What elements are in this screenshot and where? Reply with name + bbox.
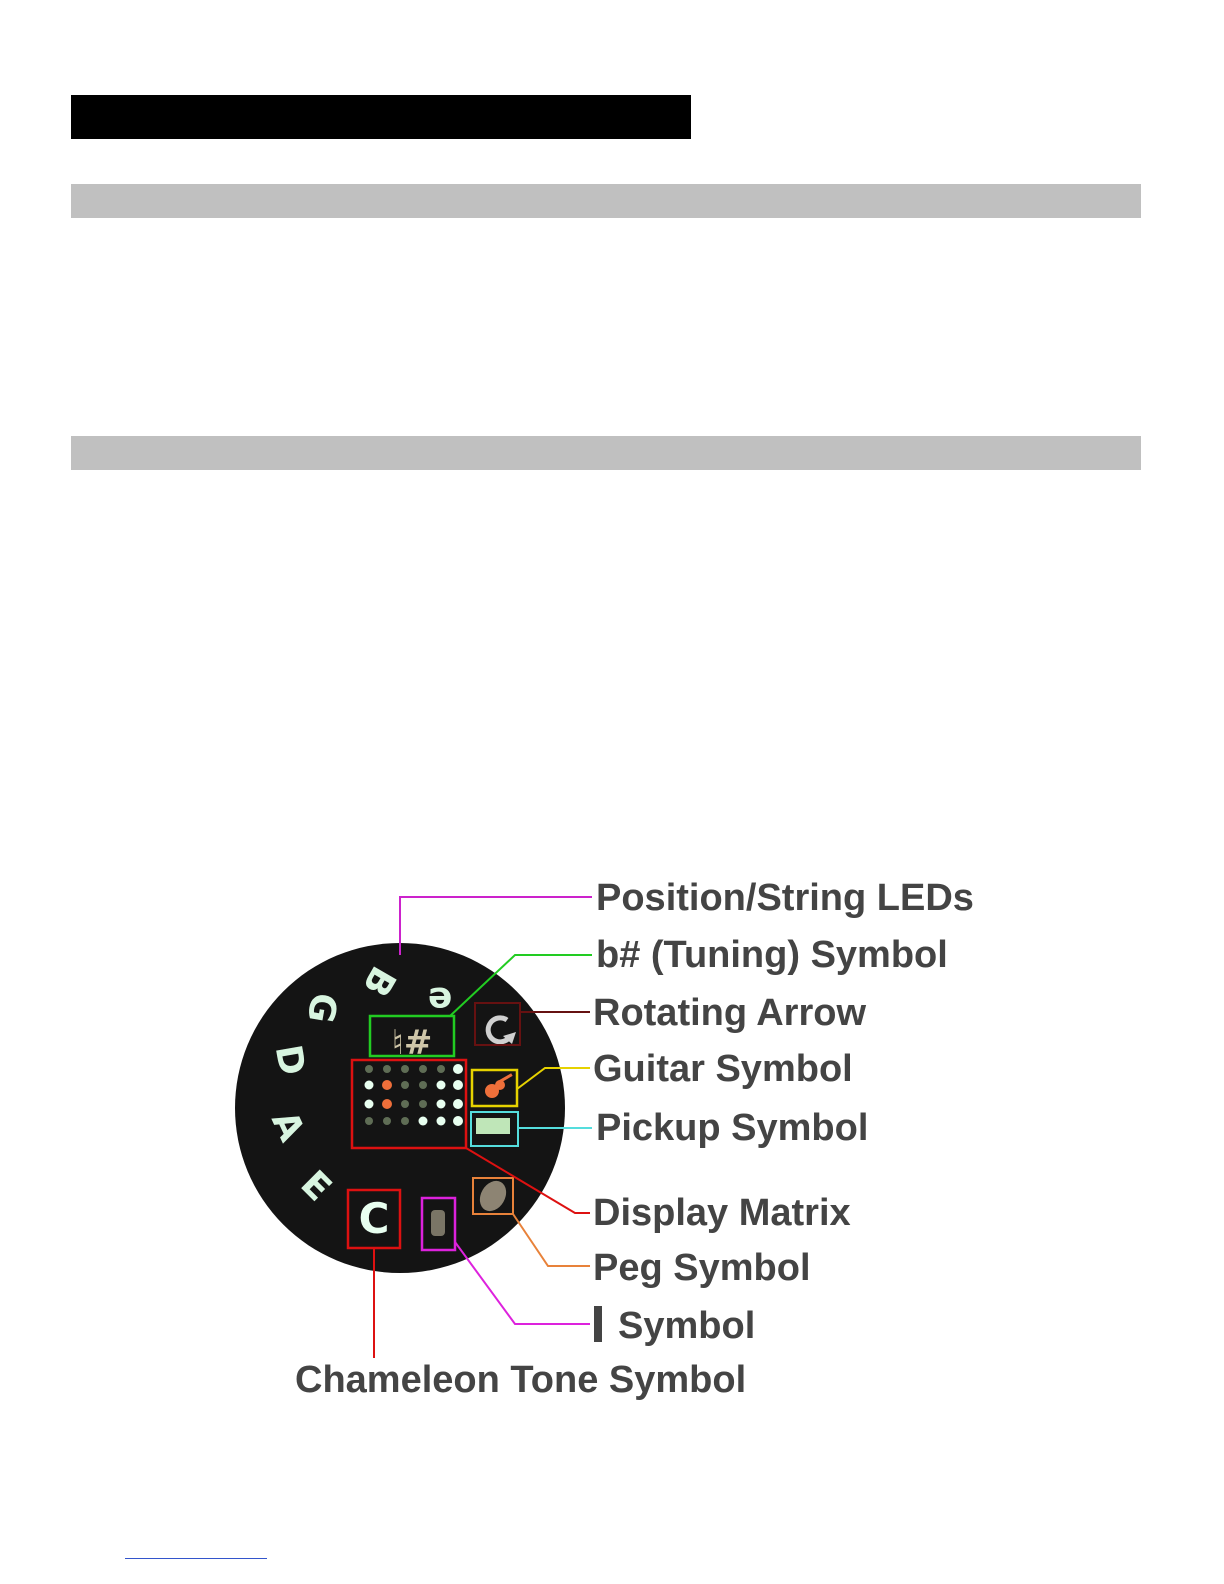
dial-string-letter: D (266, 1041, 313, 1079)
label-peg-symbol: Peg Symbol (593, 1247, 811, 1289)
footnote-separator (125, 1558, 267, 1559)
section-header-bar (71, 184, 1141, 218)
section-header-bar (71, 436, 1141, 470)
tuning-symbol-glyphs: ♮# (391, 1023, 433, 1063)
label-guitar-symbol: Guitar Symbol (593, 1048, 853, 1090)
bar-symbol-icon (431, 1210, 445, 1236)
label-tuning-symbol: b# (Tuning) Symbol (596, 934, 948, 976)
label-chameleon-symbol: Chameleon Tone Symbol (295, 1359, 747, 1401)
dial-string-letter: e (427, 979, 453, 1020)
dial-string-letter: A (263, 1104, 313, 1148)
pickup-icon (476, 1118, 510, 1134)
control-dial-diagram (0, 860, 1224, 1420)
label-rotating-arrow: Rotating Arrow (593, 992, 867, 1034)
label-position-leds: Position/String LEDs (596, 877, 974, 919)
label-display-matrix: Display Matrix (593, 1192, 851, 1234)
label-bar-symbol: Symbol (618, 1305, 756, 1347)
bar-symbol-glyph (594, 1306, 602, 1342)
chameleon-tone-letter: C (358, 1194, 390, 1243)
page-title-bar (71, 95, 691, 139)
label-pickup-symbol: Pickup Symbol (596, 1107, 869, 1149)
dial-string-letter: B (354, 959, 404, 1004)
dial-string-letter: E (292, 1163, 339, 1210)
dial-string-letter: G (298, 989, 345, 1027)
leader-line-peg (513, 1214, 590, 1266)
